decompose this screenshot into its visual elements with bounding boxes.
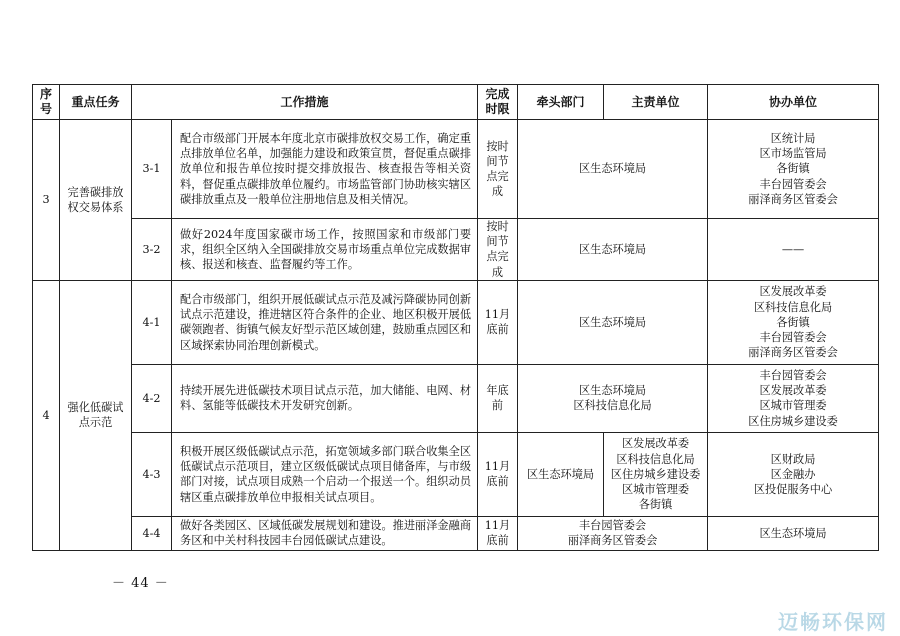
lead-cell: 区生态环境局 <box>518 432 604 516</box>
work-measures-table <box>32 84 879 551</box>
table-row <box>33 280 879 364</box>
assist-unit: 区投促服务中心 <box>753 482 833 496</box>
table-row <box>33 516 879 550</box>
header-responsible: 主责单位 <box>604 85 708 120</box>
responsible-unit: 区城市管理委 <box>621 482 690 496</box>
header-deadline: 完成时限 <box>478 85 518 120</box>
assist-unit: 丽泽商务区管委会 <box>748 192 838 206</box>
lead-unit: 丰台园管委会 <box>578 519 647 533</box>
responsible-unit: 区发展改革委 <box>621 437 690 451</box>
lead-responsible-cell: 区生态环境局 <box>518 219 708 281</box>
assist-cell <box>708 364 879 432</box>
lead-responsible-cell: 区生态环境局 <box>518 280 708 364</box>
assist-unit: 区科技信息化局 <box>753 300 833 314</box>
lead-responsible-cell <box>518 516 708 550</box>
task-cell: 强化低碳试点示范 <box>60 280 132 550</box>
measure-id: 4-4 <box>132 516 172 550</box>
responsible-unit: 区科技信息化局 <box>616 452 695 466</box>
assist-unit: 丰台园管委会 <box>759 177 827 191</box>
measure-text: 配合市级部门，组织开展低碳试点示范及减污降碳协同创新试点示范建设，推进辖区符合条件的企业、地区积极开展低碳领跑者、街镇气候友好型示范区域创建，鼓励重点园区和区域探索协同治理创新模式。 <box>172 280 478 364</box>
watermark-logo: 迈畅环保网 <box>778 610 888 634</box>
lead-responsible-cell <box>518 364 708 432</box>
header-seq: 序号 <box>33 85 60 120</box>
table-row <box>33 364 879 432</box>
assist-unit: 各街镇 <box>776 315 810 329</box>
assist-unit: 丰台园管委会 <box>759 368 827 382</box>
header-assist: 协办单位 <box>708 85 879 120</box>
assist-unit: 各街镇 <box>776 162 810 176</box>
seq-cell: 4 <box>33 280 60 550</box>
measure-text: 做好各类园区、区域低碳发展规划和建设。推进丽泽金融商务区和中关村科技园丰台园低碳试点建设。 <box>172 516 478 550</box>
seq-cell: 3 <box>33 120 60 281</box>
measure-text: 积极开展区级低碳试点示范，拓宽领域多部门联合收集全区低碳试点示范项目，建立区级低碳试点项目储备库，与市级部门对接，试点项目成熟一个启动一个报送一个。组织动员辖区重点碳排放单位申报相关试点项目。 <box>172 432 478 516</box>
lead-unit: 区科技信息化局 <box>573 399 652 413</box>
header-measures: 工作措施 <box>132 85 478 120</box>
measure-text: 做好2024年度国家碳市场工作，按照国家和市级部门要求，组织全区纳入全国碳排放交易市场重点单位完成数据审核、报送和核查、监督履约等工作。 <box>172 219 478 281</box>
deadline-cell: 年底前 <box>478 364 518 432</box>
assist-unit: 区发展改革委 <box>759 384 827 398</box>
responsible-unit: 区住房城乡建设委 <box>610 467 701 481</box>
table-header-row <box>33 85 879 120</box>
table-row <box>33 120 879 219</box>
assist-unit: 区市场监管局 <box>759 147 827 161</box>
assist-cell: —— <box>708 219 879 281</box>
assist-unit: 区城市管理委 <box>759 399 827 413</box>
measure-id: 4-1 <box>132 280 172 364</box>
assist-unit: 区住房城乡建设委 <box>748 414 838 428</box>
lead-unit: 区生态环境局 <box>578 384 647 398</box>
header-lead: 牵头部门 <box>518 85 604 120</box>
deadline-cell: 11月底前 <box>478 432 518 516</box>
assist-cell <box>708 120 879 219</box>
lead-unit: 丽泽商务区管委会 <box>567 534 658 548</box>
deadline-cell: 按时间节点完成 <box>478 219 518 281</box>
deadline-cell: 11月底前 <box>478 516 518 550</box>
assist-unit: 丽泽商务区管委会 <box>748 346 838 360</box>
measure-text: 持续开展先进低碳技术项目试点示范，加大储能、电网、材料、氢能等低碳技术开发研究创新。 <box>172 364 478 432</box>
deadline-cell: 按时间节点完成 <box>478 120 518 219</box>
responsible-cell <box>604 432 708 516</box>
assist-unit: 区金融办 <box>770 467 816 481</box>
measure-id: 4-2 <box>132 364 172 432</box>
assist-unit: 区统计局 <box>770 131 816 145</box>
assist-unit: 区财政局 <box>770 452 816 466</box>
measure-id: 3-2 <box>132 219 172 281</box>
assist-cell: 区生态环境局 <box>708 516 879 550</box>
deadline-cell: 11月底前 <box>478 280 518 364</box>
measure-id: 3-1 <box>132 120 172 219</box>
lead-responsible-cell: 区生态环境局 <box>518 120 708 219</box>
measure-text: 配合市级部门开展本年度北京市碳排放权交易工作，确定重点排放单位名单，加强能力建设和政策宣贯，督促重点碳排放单位和报告单位按时提交排放报告、核查报告等相关资料，督促重点碳排放单位履约。市场监管部门协助核实辖区碳排放重点及一般单位注册地信息及相关情况。 <box>172 120 478 219</box>
responsible-unit: 各街镇 <box>638 498 673 512</box>
header-task: 重点任务 <box>60 85 132 120</box>
page-number: － 44 － <box>112 576 169 591</box>
assist-unit: 丰台园管委会 <box>759 330 827 344</box>
table-row <box>33 432 879 516</box>
task-cell: 完善碳排放权交易体系 <box>60 120 132 281</box>
assist-unit: 区发展改革委 <box>759 285 827 299</box>
assist-cell <box>708 432 879 516</box>
assist-cell <box>708 280 879 364</box>
measure-id: 4-3 <box>132 432 172 516</box>
table-row <box>33 219 879 281</box>
